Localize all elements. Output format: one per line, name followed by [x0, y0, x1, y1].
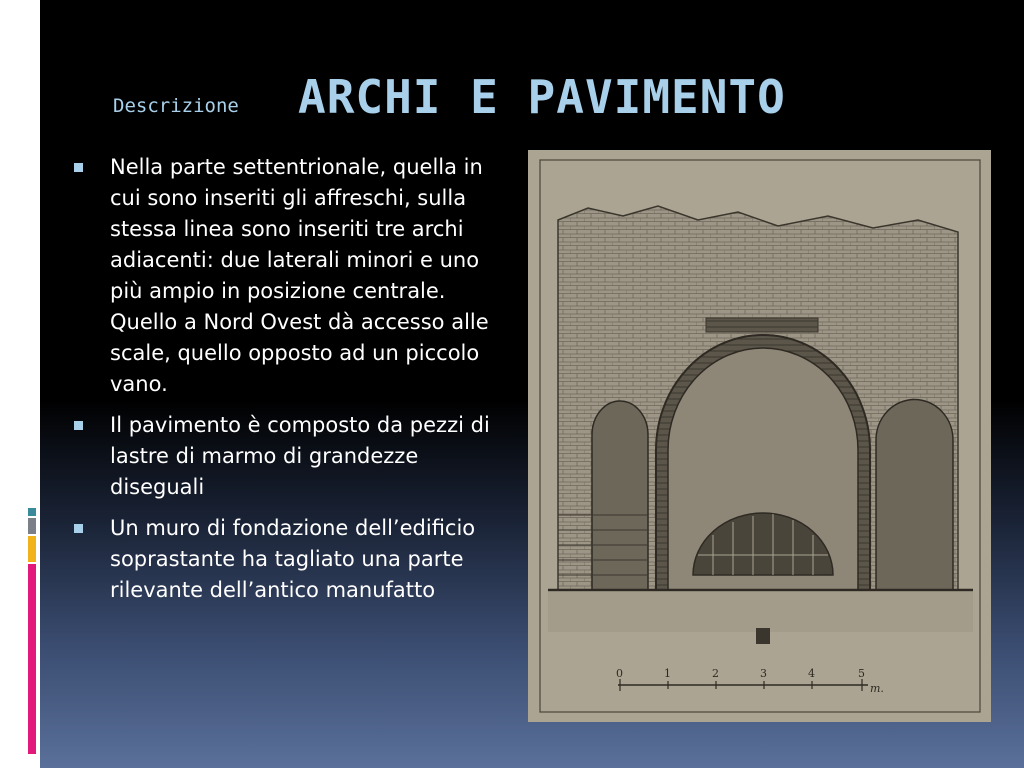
- bullet-text: Il pavimento è composto da pezzi di lastre di marmo di grandezze diseguali: [110, 413, 490, 499]
- scale-unit: m.: [870, 682, 884, 695]
- scale-label: 4: [808, 667, 815, 680]
- accent-bar-gray: [28, 518, 36, 534]
- arches-drawing-svg: [528, 150, 991, 722]
- scale-label: 5: [858, 667, 865, 680]
- slide-subtitle: Descrizione: [113, 95, 239, 117]
- scale-label: 1: [664, 667, 671, 680]
- square-bullet-icon: [74, 524, 83, 533]
- accent-bar-pink: [28, 564, 36, 754]
- slide-title: ARCHI E PAVIMENTO: [298, 70, 786, 124]
- square-bullet-icon: [74, 421, 83, 430]
- accent-bar-teal: [28, 508, 36, 516]
- accent-bar-yellow: [28, 536, 36, 562]
- bullet-text: Un muro di fondazione dell’edificio soprastante ha tagliato una parte rilevante dell’antico manufatto: [110, 516, 476, 602]
- arches-drawing-image: [528, 150, 991, 722]
- square-bullet-icon: [74, 163, 83, 172]
- scale-label: 2: [712, 667, 719, 680]
- bullet-list: [72, 152, 492, 616]
- scale-label: 0: [616, 667, 623, 680]
- bullet-item: [72, 513, 492, 606]
- bullet-text: Nella parte settentrionale, quella in cui sono inseriti gli affreschi, sulla stessa linea sono inseriti tre archi adiacenti: due laterali minori e uno più ampio in posizione centrale. Quello a Nord Ovest dà accesso alle scale, quello opposto ad un piccolo vano.: [110, 155, 489, 396]
- scale-label: 3: [760, 667, 767, 680]
- bullet-item: [72, 410, 492, 503]
- bullet-item: [72, 152, 492, 400]
